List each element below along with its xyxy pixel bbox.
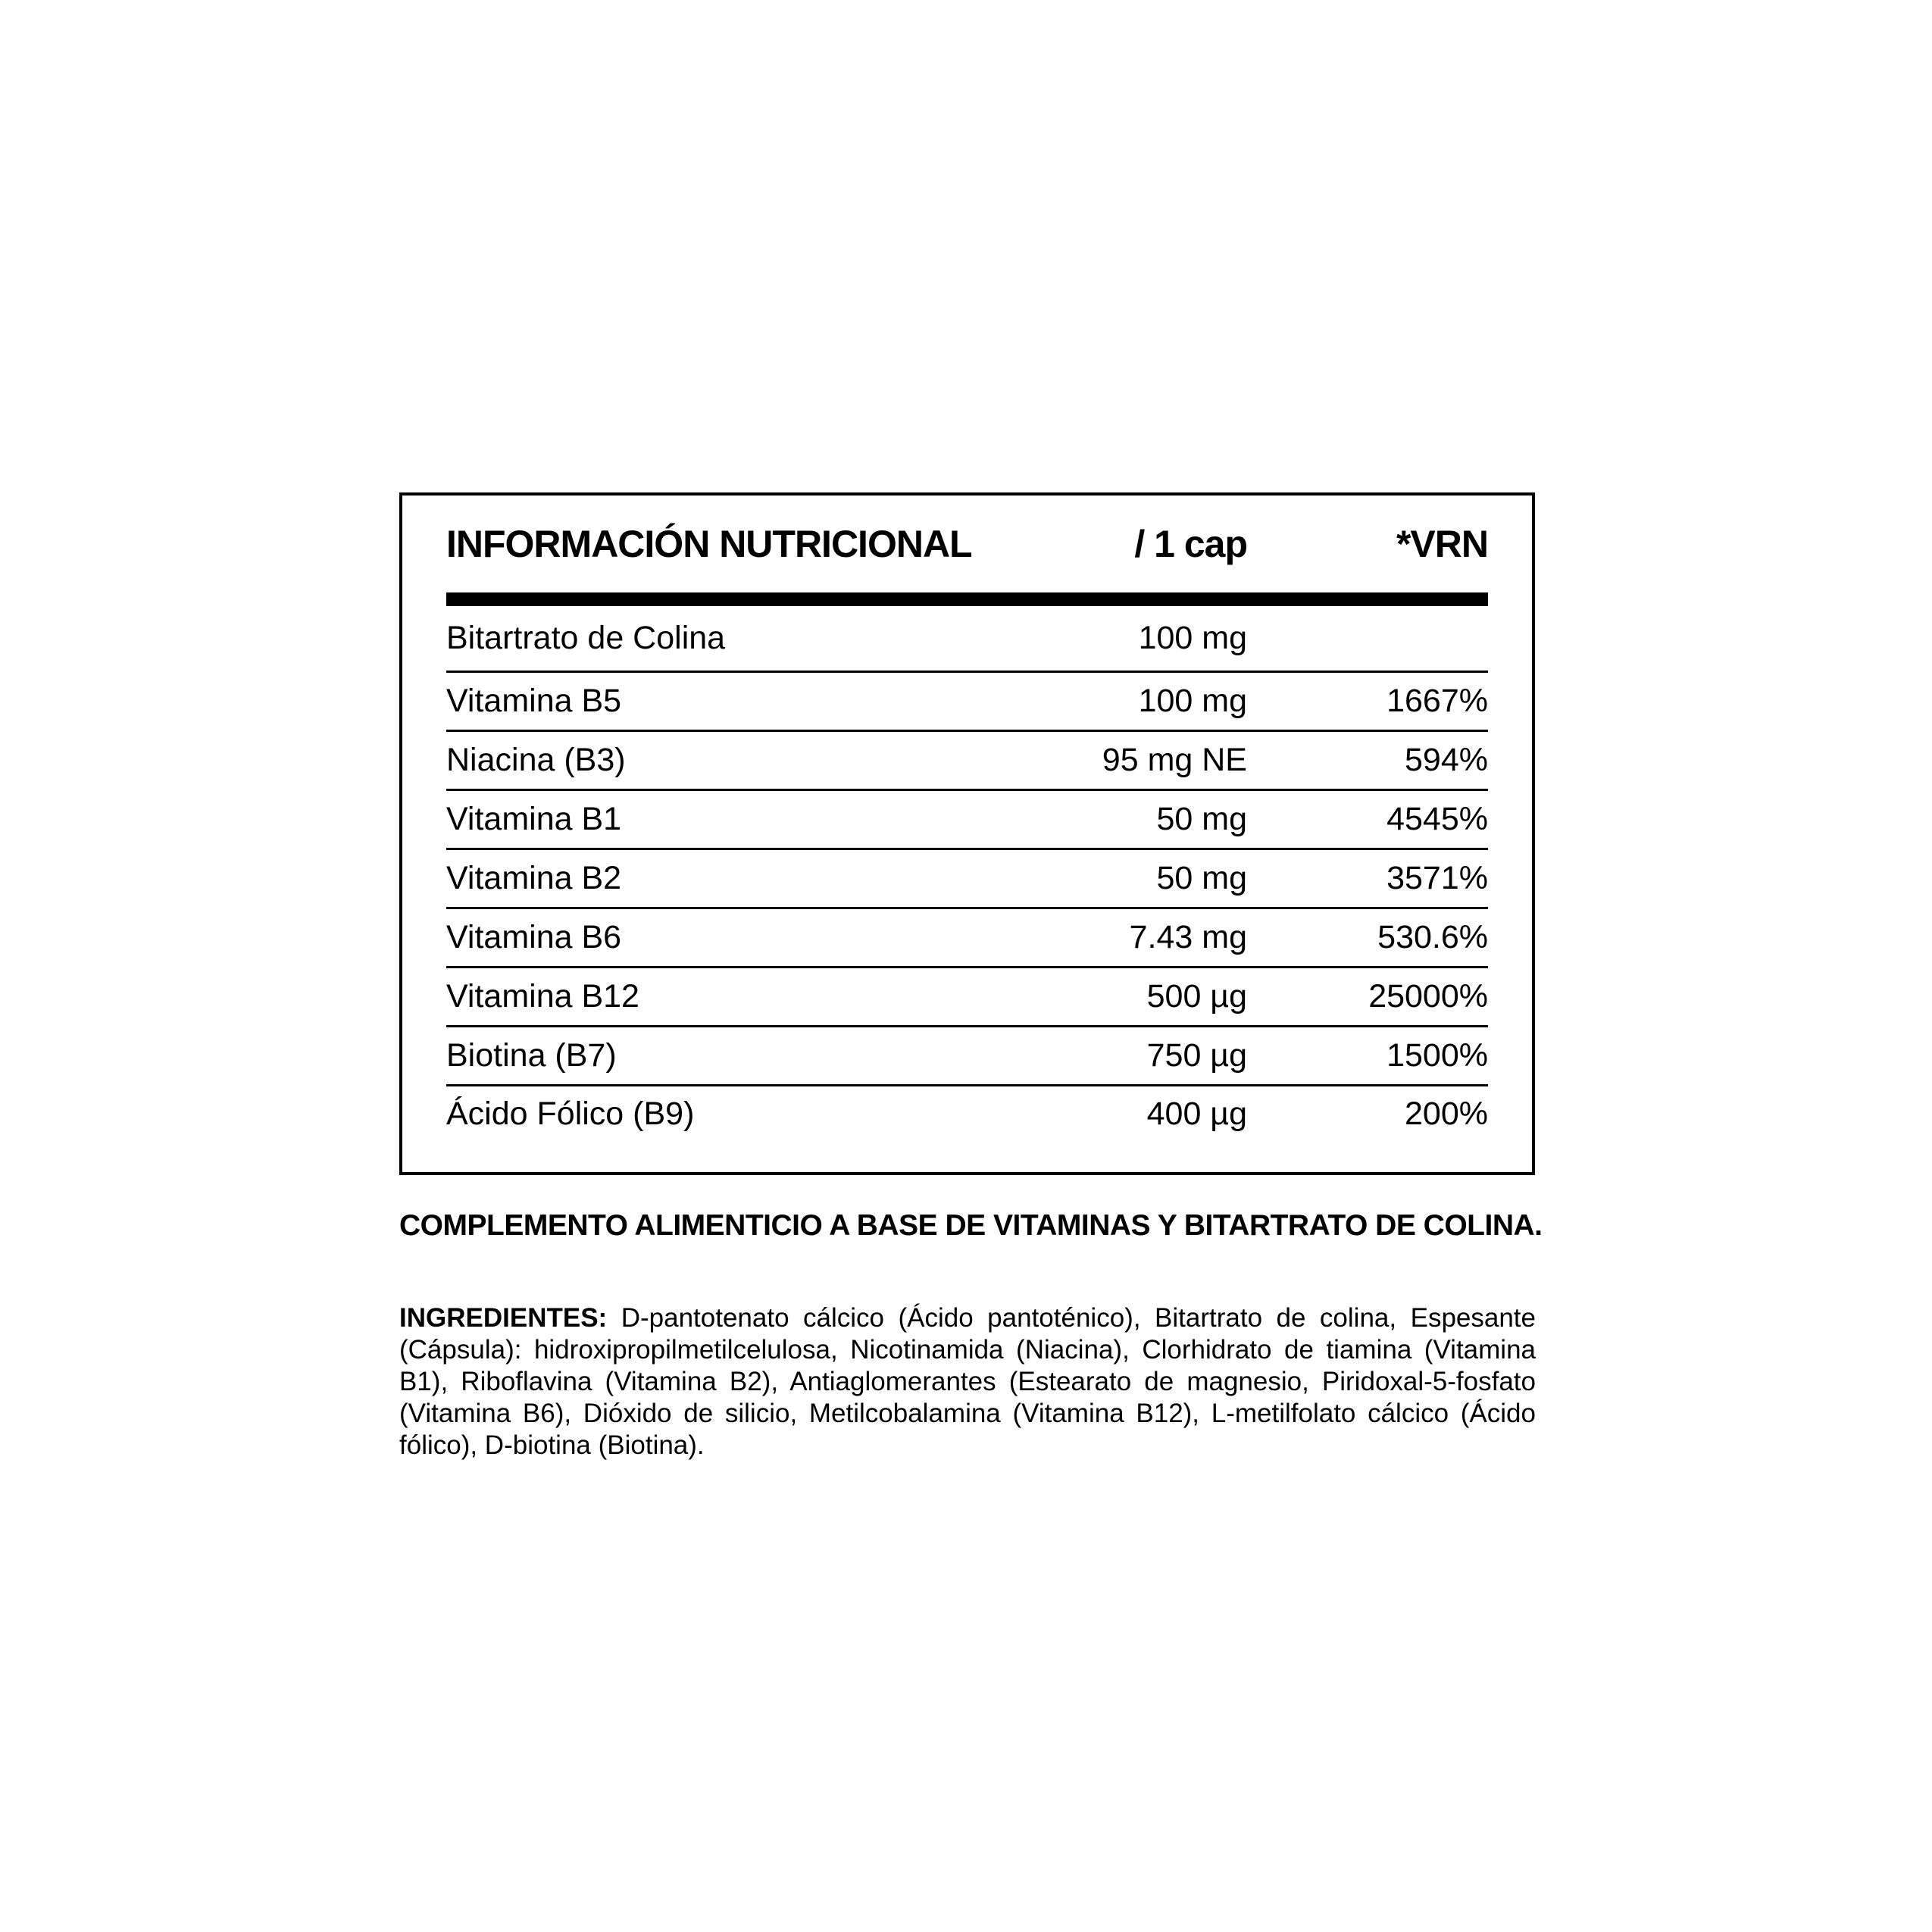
- table-title: INFORMACIÓN NUTRICIONAL: [446, 523, 972, 565]
- nutrient-amount: 100 mg: [1138, 620, 1247, 656]
- table-row: [446, 909, 1488, 968]
- table-row: [446, 1086, 1488, 1172]
- nutrient-amount: 50 mg: [1156, 801, 1247, 837]
- table-row: [446, 968, 1488, 1027]
- nutrient-name: Vitamina B12: [446, 978, 639, 1014]
- nutrient-vrn: 1500%: [1386, 1037, 1488, 1074]
- nutrient-vrn: 200%: [1405, 1096, 1488, 1132]
- nutrient-amount: 750 µg: [1146, 1037, 1247, 1074]
- nutrient-name: Bitartrato de Colina: [446, 620, 726, 656]
- nutrient-name: Vitamina B1: [446, 801, 622, 837]
- nutrient-vrn: 530.6%: [1377, 919, 1488, 955]
- nutrient-vrn: 1667%: [1386, 683, 1488, 719]
- table-row: [446, 850, 1488, 909]
- table-row: [446, 732, 1488, 791]
- nutrient-vrn: 25000%: [1368, 978, 1488, 1014]
- nutrient-name: Vitamina B5: [446, 683, 622, 719]
- table-body: [446, 606, 1488, 1172]
- nutrient-name: Ácido Fólico (B9): [446, 1096, 695, 1132]
- table-row: [446, 791, 1488, 850]
- ingredients-text: D-pantotenato cálcico (Ácido pantoténico), Bitartrato de colina, Espesante (Cápsula): hidroxipropilmetilcelulosa, Nicotinamida (Niacina), Clorhidrato de tiamina (Vitamina B1), Riboflavina (Vitamina B2), Antiaglomerantes (Estearato de magnesio, Piridoxal-5-fosfato (Vitamina B6), Dióxido de silicio, Metilcobalamina (Vitamina B12), L-metilfolato cálcico (Ácido fólico), D-biotina (Biotina).: [399, 1303, 1536, 1460]
- nutrient-amount: 500 µg: [1146, 978, 1247, 1014]
- table-row: [446, 1027, 1488, 1086]
- table-row: [446, 673, 1488, 732]
- nutrient-amount: 7.43 mg: [1129, 919, 1247, 955]
- nutrient-amount: 95 mg NE: [1102, 742, 1247, 778]
- ingredients-label: INGREDIENTES:: [399, 1303, 608, 1333]
- nutrient-amount: 50 mg: [1156, 860, 1247, 896]
- nutrient-name: Vitamina B2: [446, 860, 622, 896]
- nutrient-vrn: 3571%: [1386, 860, 1488, 896]
- vrn-header: *VRN: [1396, 523, 1488, 565]
- serving-size-header: / 1 cap: [1134, 523, 1247, 565]
- nutrient-vrn: 594%: [1405, 742, 1488, 778]
- nutrient-vrn: 4545%: [1386, 801, 1488, 837]
- table-row: [446, 606, 1488, 673]
- nutrient-amount: 100 mg: [1138, 683, 1247, 719]
- nutrient-name: Biotina (B7): [446, 1037, 617, 1074]
- nutrient-amount: 400 µg: [1146, 1096, 1247, 1132]
- nutrient-name: Niacina (B3): [446, 742, 626, 778]
- nutrition-facts-table: [399, 492, 1535, 1175]
- nutrient-name: Vitamina B6: [446, 919, 622, 955]
- table-header-row: [446, 496, 1488, 592]
- header-thick-divider: [446, 592, 1488, 606]
- supplement-statement: COMPLEMENTO ALIMENTICIO A BASE DE VITAMINAS Y BITARTRATO DE COLINA.: [399, 1209, 1543, 1242]
- ingredients-paragraph: [399, 1302, 1536, 1462]
